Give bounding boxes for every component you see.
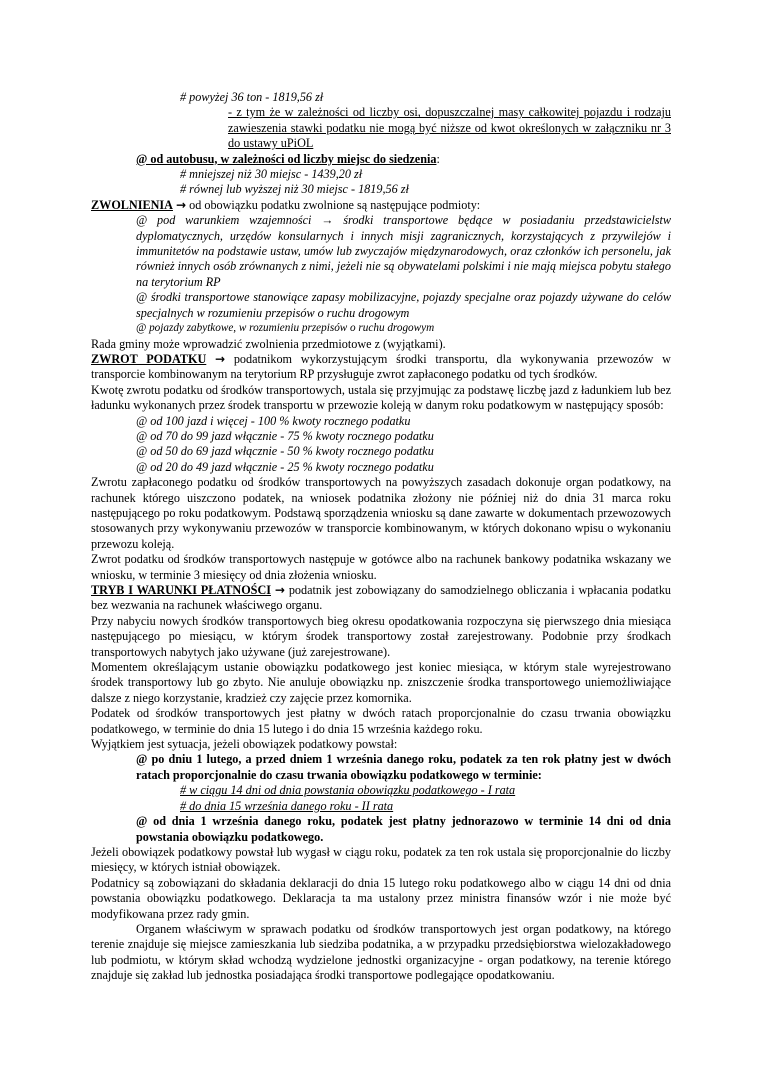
minimum-rate-note: - z tym że w zależności od liczby osi, dopuszczalnej masy całkowitej pojazdu i rodzaju zawieszenia stawki podatku nie mogą być niższe od kwot określonych w załączniku nr 3 do ustawy uPiOL <box>228 105 671 151</box>
exception-case-1: @ po dniu 1 lutego, a przed dniem 1 września danego roku, podatek za ten rok płatny jest w dwóch ratach proporcjonalnie do czasu trwania obowiązku podatkowego w terminie: <box>136 752 671 782</box>
new-vehicle-period: Przy nabyciu nowych środków transportowych bieg okresu opodatkowania rozpoczyna się pierwszego dnia miesiąca następującego po miesiącu, w którym środek transportowy został zarejestrowany. Podobnie przy środkach transportowych nabytych jako używane (już zarejestrowane). <box>91 613 671 659</box>
council-exemptions: Rada gminy może wprowadzić zwolnienia przedmiotowe z (wyjątkami). <box>91 336 446 351</box>
refund-heading: ZWROT PODATKU <box>91 351 207 366</box>
exception-case-2: @ od dnia 1 września danego roku, podatek jest płatny jednorazowo w terminie 14 dni od dnia powstania obowiązku podatkowego. <box>136 814 671 844</box>
competent-authority: Organem właściwym w sprawach podatku od środków transportowych jest organ podatkowy, na którego terenie znajduje się miejsce zamieszkania lub siedziba podatnika, a w przypadku przedsiębiorstwa wielozakładowego lub podmiotu, w którym skład wchodzą wydzielone jednostki organizacyjne - organ podatkowy, na terenie którego znajduje się zakład lub jednostka posiadająca środki transportowe podlegające opodatkowaniu. <box>91 921 671 983</box>
exception-case-1-second: # do dnia 15 września danego roku - II rata <box>180 798 394 813</box>
refund-calculation: Kwotę zwrotu podatku od środków transportowych, ustala się przyjmując za podstawę liczbę jazd z ładunkiem lub bez ładunku wykonanych przez środek transportu w przewozie koleją w danym roku podatkowym w następujący sposób: <box>91 382 671 413</box>
payment-intro <box>91 583 671 614</box>
bus-heading-colon: : <box>436 151 440 166</box>
installments: Podatek od środków transportowych jest płatny w dwóch ratach proporcjonalnie do czasu trwania obowiązku podatkowego, w terminie do dnia 15 lutego i do dnia 15 września każdego roku. <box>91 706 671 736</box>
declarations: Podatnicy są zobowiązani do składania deklaracji do dnia 15 lutego roku podatkowego albo w ciągu 14 dni od dnia powstania obowiązku podatkowego. Deklaracja ta ma ustalony przez ministra finansów wzór i nie może być modyfikowana przez rady gmin. <box>91 875 671 921</box>
exception-intro: Wyjątkiem jest sytuacja, jeżeli obowiązek podatkowy powstał: <box>91 737 398 752</box>
bus-heading-text: @ od autobusu, w zależności od liczby miejsc do siedzenia <box>136 151 437 166</box>
refund-intro <box>91 352 671 383</box>
payment-heading: TRYB I WARUNKI PŁATNOŚCI <box>91 583 272 597</box>
refund-procedure: Zwrotu zapłaconego podatku od środków transportowych na powyższych zasadach dokonuje organ podatkowy, na rachunek którego uiszczono podatek, na wniosek podatnika złożony nie później niż do dnia 31 marca roku następującego po roku podatkowym. Podstawą sporządzenia wniosku są dane zawarte w dokumentach przewozowych stosowanych przy wykonywaniu przewozów w transporcie kombinowanym, w których dokonano wpisu o wykonaniu przewozu koleją. <box>91 475 671 551</box>
rate-over-36-tons: # powyżej 36 ton - 1819,56 zł <box>180 90 324 104</box>
exemption-diplomatic: @ pod warunkiem wzajemności → środki transportowe będące w posiadaniu przedstawicielstw dyplomatycznych, urzędów konsularnych i innych misji zagranicznych, korzystających z przywilejów i immunitetów na podstawie ustaw, umów lub zwyczajów międzynarodowych, oraz członków ich personelu, jak również innych osób zrównanych z nimi, jeżeli nie są obywatelami polskimi i nie mają miejsca pobytu stałego na terytorium RP <box>136 213 671 289</box>
arrow-icon: → <box>215 351 226 366</box>
exemption-historic: @ pojazdy zabytkowe, w rozumieniu przepisów o ruchu drogowym <box>136 322 435 335</box>
bus-heading <box>91 152 671 167</box>
arrow-icon: → <box>176 197 187 212</box>
refund-rate-100: @ od 100 jazd i więcej - 100 % kwoty rocznego podatku <box>136 413 411 428</box>
exemption-mobilization: @ środki transportowe stanowiące zapasy mobilizacyjne, pojazdy specjalne oraz pojazdy używane do celów specjalnych w rozumieniu przepisów o ruchu drogowym <box>136 290 671 320</box>
proportional-tax: Jeżeli obowiązek podatkowy powstał lub wygasł w ciągu roku, podatek za ten rok ustala się proporcjonalnie do liczby miesięcy, w których istniał obowiązek. <box>91 844 671 875</box>
bus-rate-under-30: # mniejszej niż 30 miejsc - 1439,20 zł <box>180 167 363 182</box>
obligation-end: Momentem określającym ustanie obowiązku podatkowego jest koniec miesiąca, w którym stale wyrejestrowano środek transportowy lub go zbyto. Nie anuluje obowiązku np. zniszczenie środka transportowego uniemożliwiające dalsze z niego korzystanie, kradzież czy zajęcie przez komornika. <box>91 660 671 705</box>
refund-rate-75: @ od 70 do 99 jazd włącznie - 75 % kwoty rocznego podatku <box>136 428 434 443</box>
refund-rate-50: @ od 50 do 69 jazd włącznie - 50 % kwoty rocznego podatku <box>136 444 434 459</box>
payment-intro-text: podatnik jest zobowiązany do samodzielnego obliczania i wpłacania podatku bez wezwania na rachunek właściwego organu. <box>91 583 672 613</box>
arrow-icon: → <box>274 583 285 597</box>
exemptions-intro-text: od obowiązku podatku zwolnione są następujące podmioty: <box>186 197 481 212</box>
exemptions-intro <box>91 198 671 213</box>
refund-intro-text: podatnikom wykorzystującym środki transportu, dla wykonywania przewozów w transporcie kombinowanym na terytorium RP przysługuje zwrot zapłaconego podatku od tych środków. <box>91 351 671 382</box>
document-body <box>91 90 671 984</box>
exemptions-heading: ZWOLNIENIA <box>91 197 173 212</box>
refund-rate-25: @ od 20 do 49 jazd włącznie - 25 % kwoty rocznego podatku <box>136 459 434 474</box>
bus-rate-30-plus: # równej lub wyższej niż 30 miejsc - 1819,56 zł <box>180 182 409 197</box>
refund-payment: Zwrot podatku od środków transportowych następuje w gotówce albo na rachunek bankowy podatnika wskazany we wniosku, w terminie 3 miesięcy od dnia złożenia wniosku. <box>91 552 671 582</box>
exception-case-1-first: # w ciągu 14 dni od dnia powstania obowiązku podatkowego - I rata <box>180 783 516 798</box>
